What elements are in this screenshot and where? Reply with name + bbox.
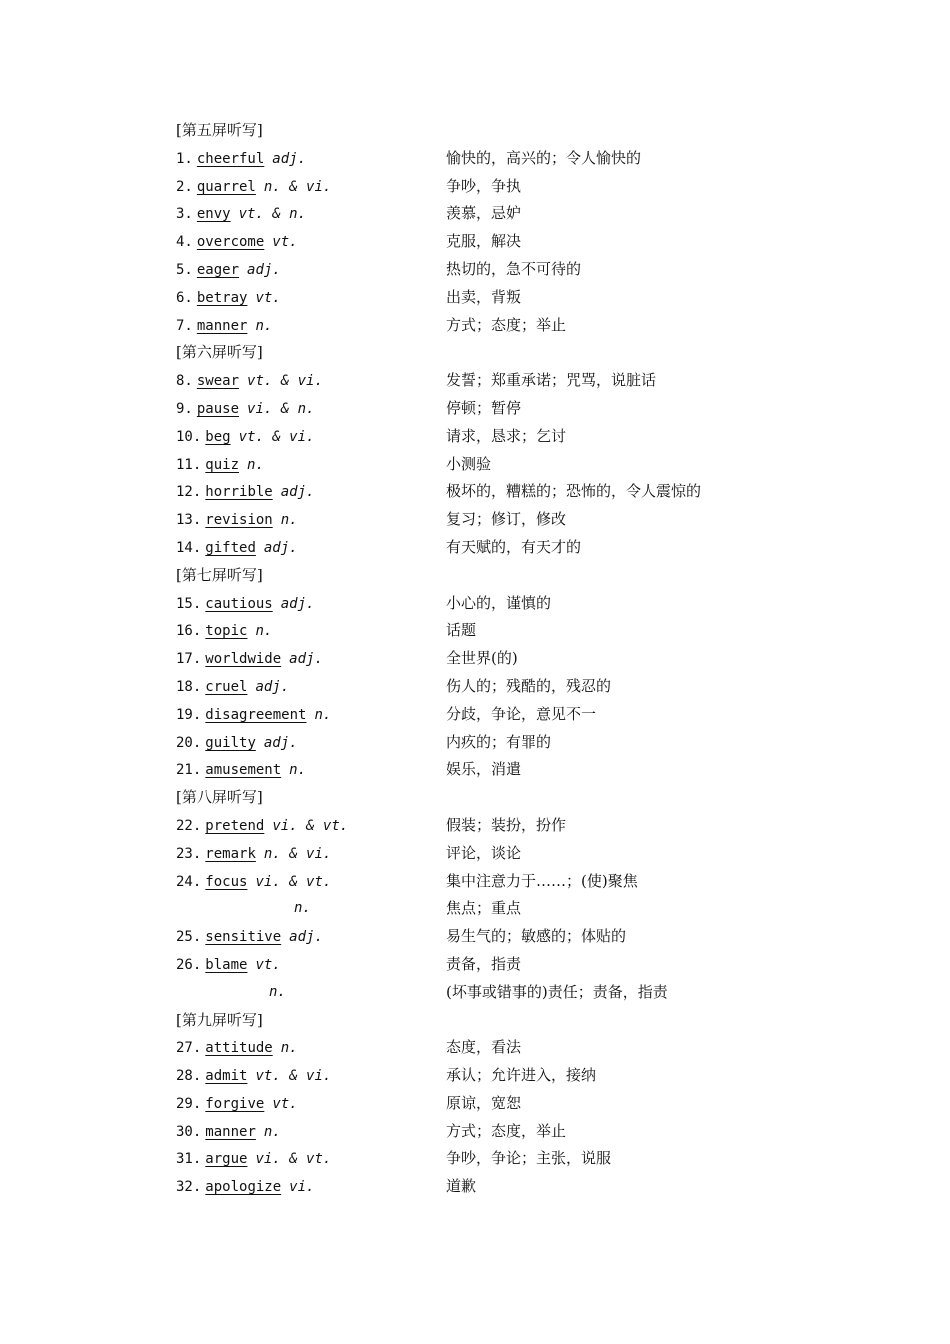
word-meaning: 愉快的，高兴的；令人愉快的 (446, 148, 642, 167)
list-item (176, 451, 876, 479)
word-meaning: 有天赋的，有天才的 (446, 537, 582, 556)
list-item (176, 506, 876, 534)
part-of-speech: n. (255, 317, 273, 334)
item-number: 29. (176, 1095, 202, 1112)
word-meaning: 请求，恳求；乞讨 (446, 426, 567, 445)
word-meaning: 分歧，争论，意见不一 (446, 704, 597, 723)
item-number: 4. (176, 234, 193, 251)
part-of-speech: adj. (280, 595, 315, 612)
vocab-word: envy (196, 206, 231, 223)
vocab-word: pause (196, 400, 240, 417)
word-meaning: 小测验 (446, 454, 492, 473)
word-meaning: 争吵，争执 (446, 176, 522, 195)
list-item-continuation (176, 895, 876, 923)
list-item (176, 395, 876, 423)
vocab-word: admit (205, 1068, 248, 1085)
part-of-speech: n. (289, 762, 307, 779)
list-item (176, 1034, 876, 1062)
vocab-word: overcome (196, 234, 265, 251)
list-item (176, 840, 876, 868)
word-meaning: 出卖，背叛 (446, 287, 522, 306)
vocab-word: gifted (205, 539, 256, 556)
section-title: [第五屏听写] (176, 121, 263, 139)
list-item (176, 868, 876, 896)
list-item (176, 729, 876, 757)
item-number: 31. (176, 1151, 202, 1168)
item-number: 28. (176, 1068, 202, 1085)
item-number: 2. (176, 178, 193, 195)
vocab-word: cheerful (196, 150, 265, 167)
part-of-speech: vt. (255, 956, 281, 973)
word-meaning: 责备，指责 (446, 954, 522, 973)
part-of-speech: n. (269, 983, 286, 1000)
item-number: 27. (176, 1040, 202, 1057)
word-meaning: 内疚的；有罪的 (446, 732, 552, 751)
vocab-word: revision (205, 512, 273, 529)
section-title: [第八屏听写] (176, 788, 263, 807)
list-item (176, 367, 876, 395)
word-meaning: 热切的，急不可待的 (446, 259, 582, 278)
item-number: 20. (176, 734, 202, 751)
list-item (176, 200, 876, 228)
word-meaning: 发誓；郑重承诺；咒骂，说脏话 (446, 371, 657, 390)
part-of-speech: adj. (263, 539, 298, 556)
word-meaning: 话题 (446, 621, 477, 640)
item-number: 3. (176, 206, 193, 223)
vocab-word: focus (205, 873, 248, 890)
part-of-speech: adj. (280, 484, 315, 501)
list-item (176, 312, 876, 340)
item-number: 23. (176, 845, 202, 862)
vocab-word: attitude (205, 1040, 273, 1057)
list-item (176, 1145, 876, 1173)
vocab-word: topic (205, 623, 248, 640)
list-item (176, 1062, 876, 1090)
list-item (176, 673, 876, 701)
part-of-speech: n. (247, 456, 264, 473)
item-number: 16. (176, 623, 202, 640)
list-item (176, 951, 876, 979)
list-item (176, 1173, 876, 1201)
word-meaning: (坏事或错事的)责任；责备，指责 (446, 982, 668, 1001)
part-of-speech: vi. & n. (247, 400, 315, 417)
part-of-speech: n. & vi. (263, 845, 332, 862)
word-meaning: 争吵，争论；主张，说服 (446, 1149, 612, 1168)
part-of-speech: vt. (255, 289, 281, 306)
part-of-speech: vt. & vi. (255, 1068, 332, 1085)
list-item (176, 701, 876, 729)
item-number: 5. (176, 261, 193, 278)
word-meaning: 羡慕，忌妒 (446, 204, 522, 223)
item-number: 18. (176, 678, 202, 695)
part-of-speech: adj. (289, 929, 323, 946)
vocab-word: swear (196, 373, 240, 390)
list-item-continuation (176, 979, 876, 1007)
item-number: 12. (176, 484, 202, 501)
vocab-word: manner (205, 1123, 256, 1140)
list-item (176, 228, 876, 256)
part-of-speech: vt. & vi. (247, 373, 323, 390)
item-number: 14. (176, 539, 202, 556)
item-number: 17. (176, 651, 202, 668)
word-meaning: 娱乐，消遣 (446, 760, 522, 779)
part-of-speech: vt. (272, 234, 298, 251)
vocab-word: horrible (205, 484, 273, 501)
item-number: 1. (176, 150, 193, 167)
item-number: 8. (176, 373, 193, 390)
part-of-speech: adj. (289, 651, 323, 668)
vocab-word: quiz (205, 456, 240, 473)
vocab-word: betray (196, 289, 248, 306)
part-of-speech: n. (294, 900, 311, 917)
word-meaning: 假装；装扮，扮作 (446, 815, 567, 834)
item-number: 6. (176, 289, 193, 306)
vocab-word: pretend (205, 817, 265, 834)
part-of-speech: vt. (272, 1095, 298, 1112)
vocab-word: remark (205, 845, 256, 862)
list-item (176, 256, 876, 284)
part-of-speech: n. (280, 1040, 298, 1057)
word-meaning: 复习；修订，修改 (446, 510, 567, 529)
list-item (176, 923, 876, 951)
word-meaning: 停顿；暂停 (446, 398, 522, 417)
word-meaning: 方式；态度，举止 (446, 1121, 567, 1140)
list-item (176, 756, 876, 784)
word-meaning: 伤人的；残酷的，残忍的 (446, 676, 612, 695)
item-number: 10. (176, 428, 202, 445)
part-of-speech: n. (255, 623, 273, 640)
list-item (176, 423, 876, 451)
word-meaning: 焦点；重点 (446, 899, 522, 918)
item-number: 25. (176, 929, 202, 946)
item-number: 24. (176, 873, 202, 890)
word-meaning: 易生气的；敏感的；体贴的 (446, 927, 627, 946)
vocab-word: guilty (205, 734, 256, 751)
part-of-speech: n. (263, 1123, 281, 1140)
item-number: 26. (176, 956, 202, 973)
part-of-speech: vi. & vt. (255, 873, 332, 890)
vocab-word: cautious (205, 595, 273, 612)
part-of-speech: adj. (263, 734, 298, 751)
word-meaning: 评论，谈论 (446, 843, 522, 862)
part-of-speech: n. (280, 512, 298, 529)
list-item (176, 1090, 876, 1118)
item-number: 22. (176, 817, 202, 834)
item-number: 9. (176, 400, 193, 417)
list-item (176, 590, 876, 618)
item-number: 15. (176, 595, 202, 612)
vocab-word: apologize (205, 1179, 282, 1196)
item-number: 21. (176, 762, 202, 779)
vocabulary-list (176, 117, 876, 1201)
part-of-speech: adj. (255, 678, 290, 695)
part-of-speech: vi. & vt. (272, 817, 349, 834)
word-meaning: 极坏的，糟糕的；恐怖的，令人震惊的 (446, 482, 702, 501)
part-of-speech: n. (314, 706, 332, 723)
list-item (176, 284, 876, 312)
vocab-word: cruel (205, 678, 248, 695)
part-of-speech: adj. (272, 150, 307, 167)
item-number: 30. (176, 1123, 202, 1140)
section-title: [第七屏听写] (176, 565, 263, 584)
vocab-word: disagreement (205, 706, 307, 723)
word-meaning: 小心的，谨慎的 (446, 593, 552, 612)
part-of-speech: vt. & vi. (238, 428, 315, 445)
section-title: [第六屏听写] (176, 343, 263, 362)
vocab-word: forgive (205, 1095, 265, 1112)
list-item (176, 1118, 876, 1146)
item-number: 32. (176, 1179, 202, 1196)
part-of-speech: n. & vi. (263, 178, 332, 195)
list-item (176, 478, 876, 506)
part-of-speech: adj. (247, 261, 281, 278)
section-title: [第九屏听写] (176, 1010, 263, 1029)
list-item (176, 145, 876, 173)
item-number: 19. (176, 706, 202, 723)
list-item (176, 534, 876, 562)
list-item (176, 645, 876, 673)
part-of-speech: vi. & vt. (255, 1151, 332, 1168)
list-item (176, 617, 876, 645)
word-meaning: 全世界(的) (446, 649, 518, 668)
word-meaning: 道歉 (446, 1177, 477, 1196)
vocab-word: quarrel (196, 178, 256, 195)
vocab-word: eager (196, 261, 240, 278)
word-meaning: 方式；态度；举止 (446, 315, 567, 334)
item-number: 7. (176, 317, 193, 334)
item-number: 13. (176, 512, 202, 529)
list-item (176, 812, 876, 840)
part-of-speech: vi. (289, 1179, 315, 1196)
word-meaning: 原谅，宽恕 (446, 1093, 522, 1112)
word-meaning: 承认；允许进入，接纳 (446, 1066, 597, 1085)
word-meaning: 克服，解决 (446, 232, 522, 251)
vocab-word: manner (196, 317, 248, 334)
vocab-word: beg (205, 428, 231, 445)
list-item (176, 173, 876, 201)
vocab-word: blame (205, 956, 248, 973)
vocab-word: worldwide (205, 651, 282, 668)
vocab-word: argue (205, 1151, 248, 1168)
word-meaning: 态度，看法 (446, 1038, 522, 1057)
part-of-speech: vt. & n. (238, 206, 307, 223)
item-number: 11. (176, 456, 202, 473)
vocab-word: sensitive (205, 929, 282, 946)
vocab-word: amusement (205, 762, 282, 779)
word-meaning: 集中注意力于……；(使)聚焦 (446, 871, 638, 890)
